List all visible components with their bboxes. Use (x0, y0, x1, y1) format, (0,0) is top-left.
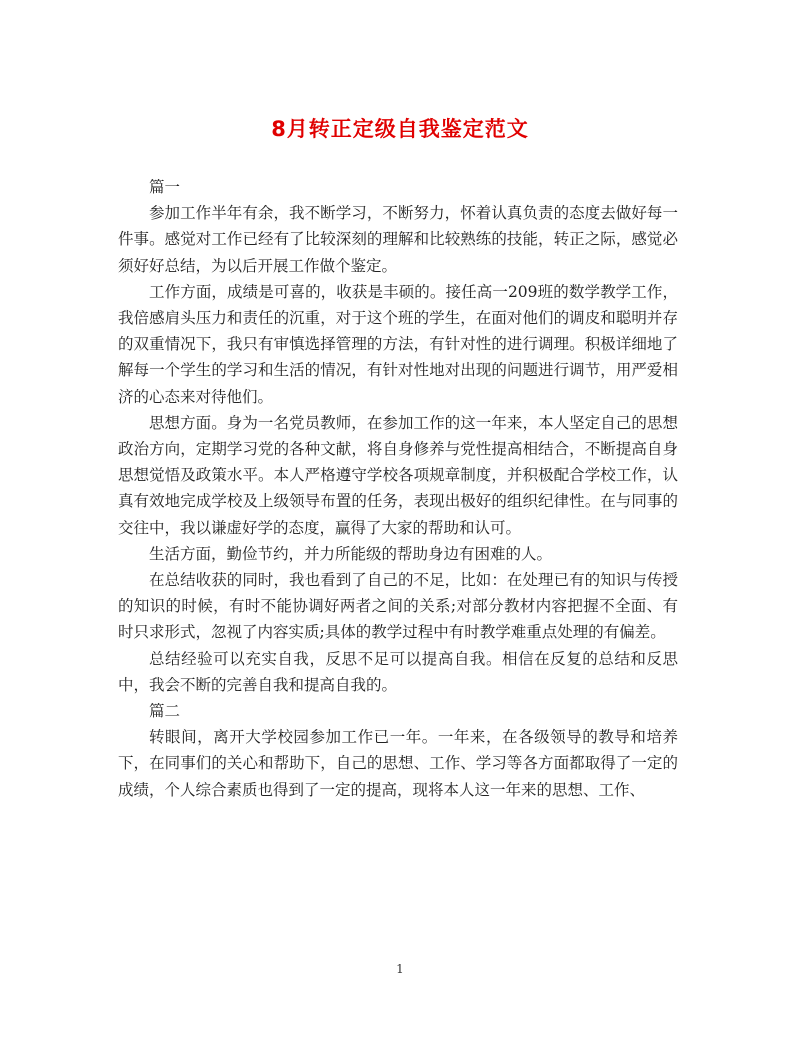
document-title: 8月转正定级自我鉴定范文 (271, 117, 529, 141)
paragraph: 总结经验可以充实自我，反思不足可以提高自我。相信在反复的总结和反思中，我会不断的完善自我和提高自我的。 (118, 649, 678, 694)
section-heading-1: 篇一 (149, 178, 181, 196)
paragraph: 工作方面，成绩是可喜的，收获是丰硕的。接任高一209班的数学教学工作，我倍感肩头压力和责任的沉重，对于这个班的学生，在面对他们的调皮和聪明并存的双重情况下，我只有审慎选择管理的方法，有针对性的进行调理。积极详细地了解每一个学生的学习和生活的情况，有针对性地对出现的问题进行调节，用严爱相济的心态来对待他们。 (118, 282, 678, 406)
paragraph: 思想方面。身为一名党员教师，在参加工作的这一年来，本人坚定自己的思想政治方向，定期学习党的各种文献，将自身修养与党性提高相结合，不断提高自身思想觉悟及政策水平。本人严格遵守学校各项规章制度，并积极配合学校工作，认真有效地完成学校及上级领导布置的任务，表现出极好的组织纪律性。在与同事的交往中，我以谦虚好学的态度，赢得了大家的帮助和认可。 (118, 413, 678, 537)
section-heading-2: 篇二 (149, 702, 181, 721)
document-body (118, 174, 678, 803)
paragraph: 在总结收获的同时，我也看到了自己的不足，比如：在处理已有的知识与传授的知识的时候，有时不能协调好两者之间的关系;对部分教材内容把握不全面、有时只求形式，忽视了内容实质;具体的教学过程中有时教学难重点处理的有偏差。 (118, 571, 678, 642)
paragraph: 参加工作半年有余，我不断学习，不断努力，怀着认真负责的态度去做好每一件事。感觉对工作已经有了比较深刻的理解和比较熟练的技能，转正之际，感觉必须好好总结，为以后开展工作做个鉴定。 (118, 204, 678, 275)
paragraph: 生活方面，勤俭节约，并力所能级的帮助身边有困难的人。 (149, 544, 553, 563)
paragraph: 转眼间，离开大学校园参加工作已一年。一年来，在各级领导的教导和培养下，在同事们的关心和帮助下，自己的思想、工作、学习等各方面都取得了一定的成绩，个人综合素质也得到了一定的提高，现将本人这一年来的思想、工作、 (118, 728, 678, 799)
page-number: 1 (396, 962, 404, 976)
